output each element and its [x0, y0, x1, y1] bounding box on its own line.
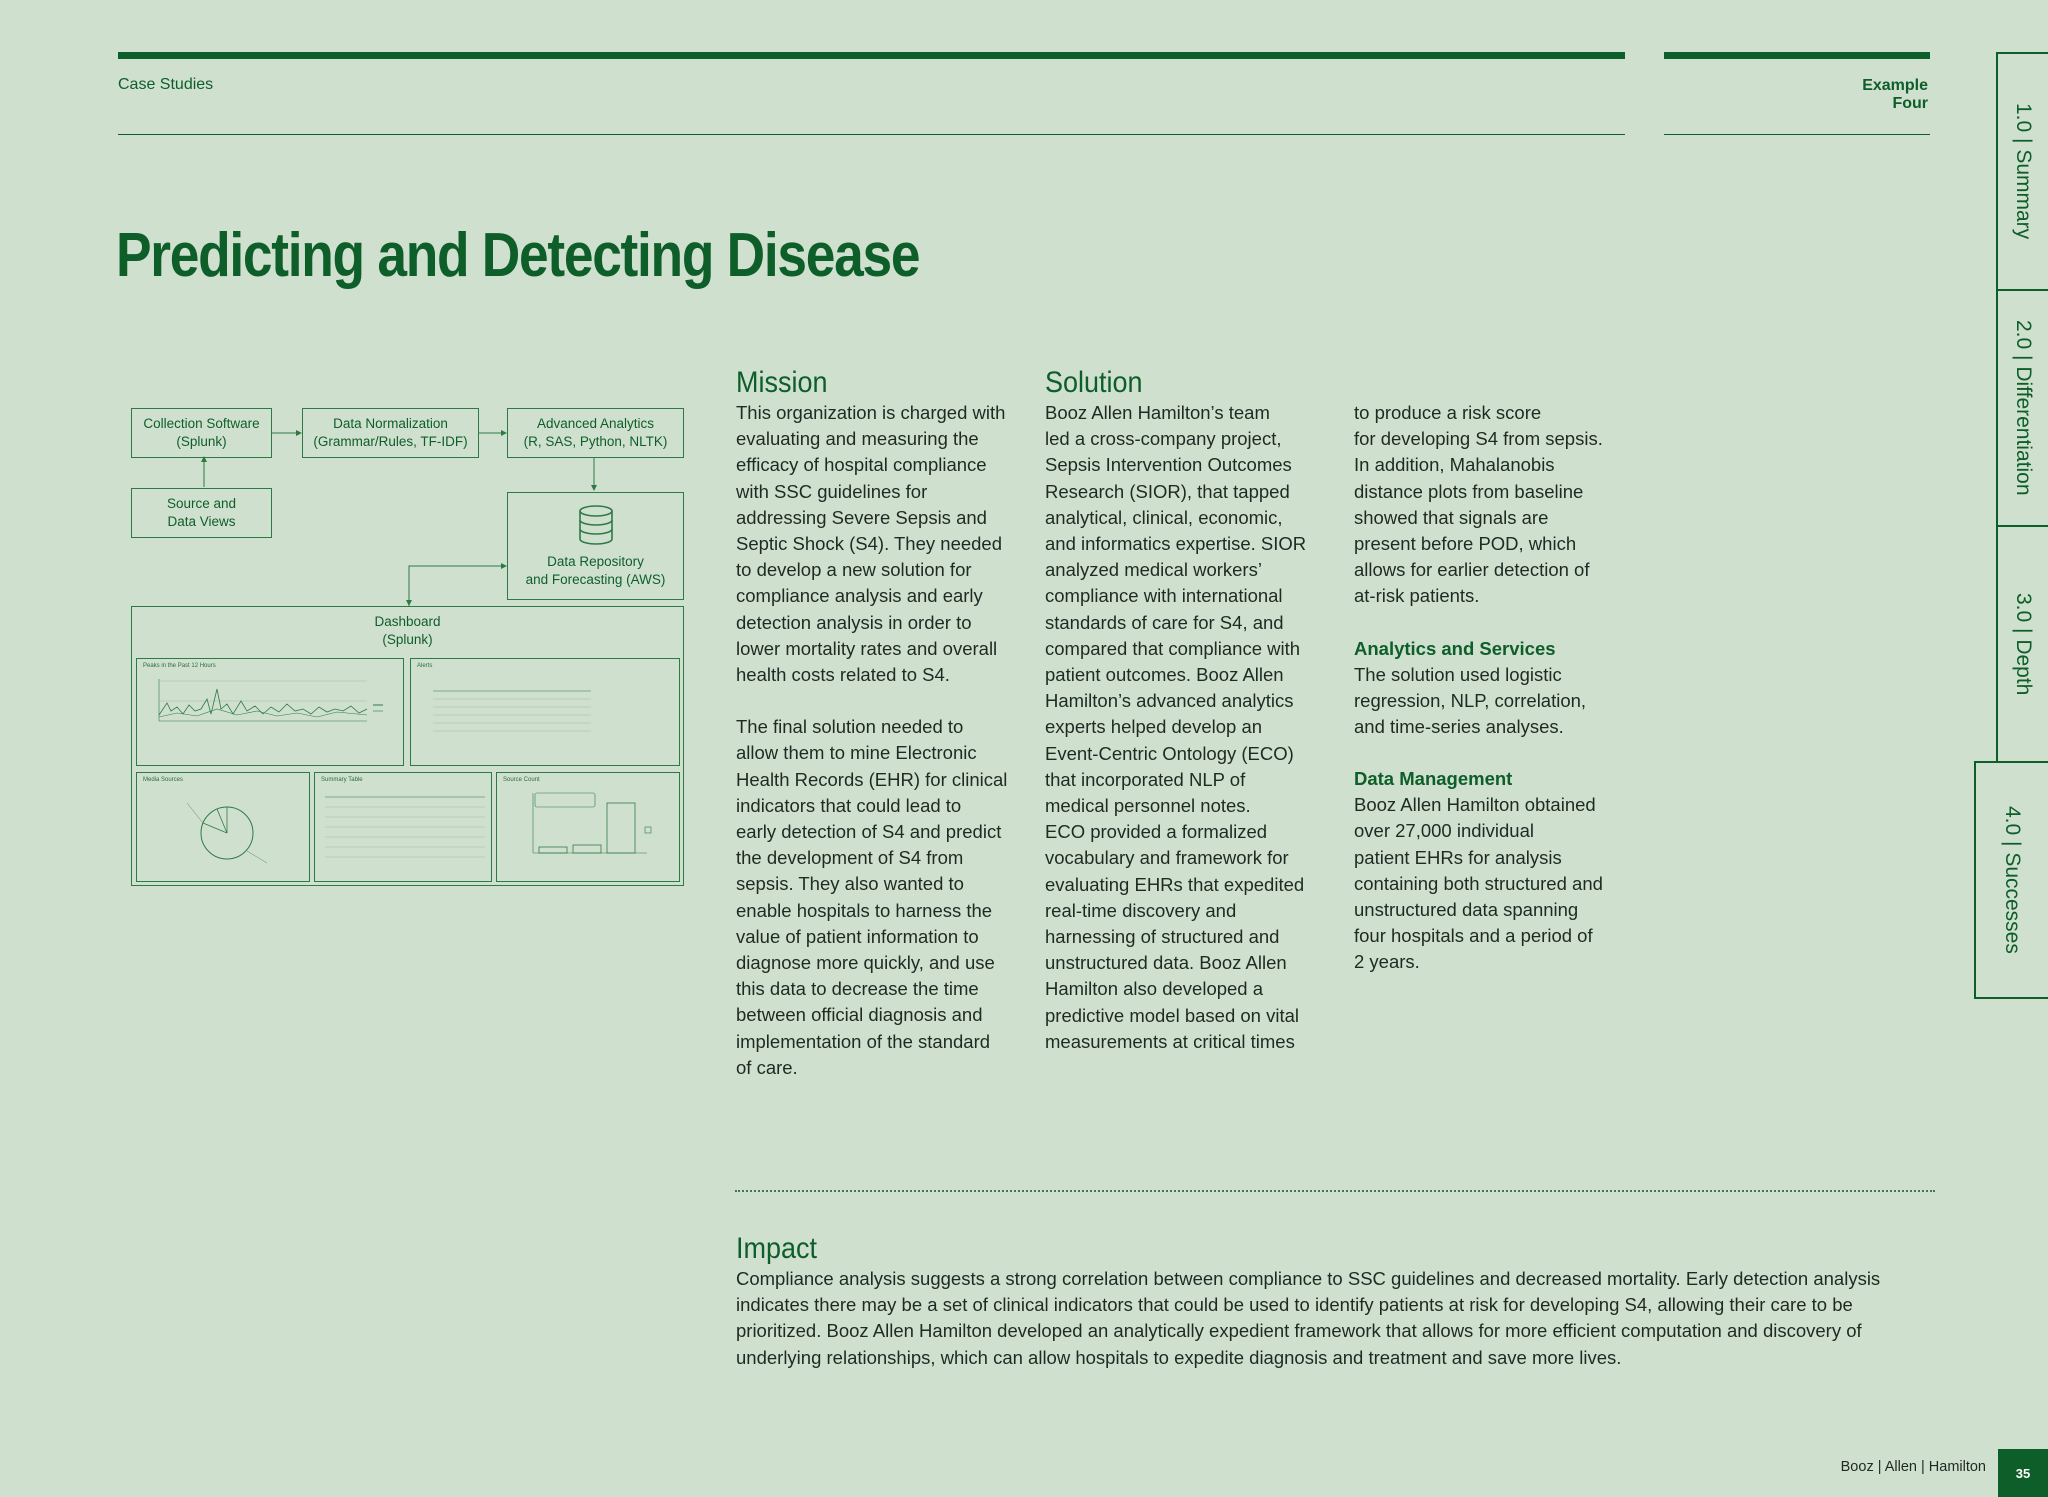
page-title: Predicting and Detecting Disease: [116, 221, 920, 290]
data-repository-box: [507, 492, 684, 600]
continuation-paragraph: to produce a risk score for developing S4 from sepsis. In addition, Mahalanobis distance plots from baseline showed that signals are present before POD, which allows for earlier detection of at-risk patients.: [1354, 402, 1603, 607]
source-data-views-box: Source and Data Views: [131, 488, 272, 538]
architecture-diagram: [128, 400, 688, 890]
header-thin-rule-left: [118, 134, 1625, 135]
impact-text: Compliance analysis suggests a strong correlation between compliance to SSC guidelines and decreased mortality. Early detection analysis indicates there may be a set of clinical indicators that could be used to identify patients at risk for developing S4, allowing their care to be prioritized. Booz Allen Hamilton developed an analytically expedient framework that allows for more efficient computation and discovery of underlying relationships, which can allow hospitals to expedite diagnosis and treatment and save more lives.: [736, 1268, 1881, 1368]
solution-heading: Solution: [1045, 366, 1143, 399]
dashboard-label: Dashboard (Splunk): [374, 614, 441, 647]
data-normalization-box: Data Normalization (Grammar/Rules, TF-IDF): [302, 408, 479, 458]
summary-table-title: Summary Table: [321, 777, 363, 783]
tab-depth-label: 3.0 | Depth: [2012, 592, 2035, 696]
header-rule-left: [118, 52, 1625, 59]
alerts-table: [411, 659, 681, 767]
solution-paragraph: Booz Allen Hamilton’s team led a cross-company project, Sepsis Intervention Outcomes Research (SIOR), that tapped analytical, clinical, economic, and informatics expertise. SIOR analyzed medical workers’ compliance with international standards of care for S4, and compared that compliance with patient outcomes. Booz Allen Hamilton’s advanced analytics experts helped develop an Event-Centric Ontology (ECO) that incorporated NLP of medical personnel notes. ECO provided a formalized vocabulary and framework for evaluating EHRs that expedited real-time discovery and harnessing of structured and unstructured data. Booz Allen Hamilton also developed a predictive model based on vital measurements at critical times: [1045, 402, 1307, 1052]
analytics-text: The solution used logistic regression, NLP, correlation, and time-series analyses.: [1354, 663, 1587, 738]
impact-section: [736, 1232, 1936, 1371]
tab-differentiation[interactable]: [1996, 289, 2048, 525]
data-management-text: Booz Allen Hamilton obtained over 27,000 individual patient EHRs for analysis containing both structured and unstructured data spanning four hospitals and a period of 2 years.: [1354, 794, 1603, 973]
summary-table: [315, 773, 493, 883]
peaks-panel-title: Peaks in the Past 12 Hours: [143, 663, 216, 669]
tab-successes-label: 4.0 | Successes: [2001, 806, 2024, 954]
media-sources-title: Media Sources: [143, 777, 184, 783]
media-pie-chart: [137, 773, 311, 883]
mission-paragraph-2: The final solution needed to allow them to mine Electronic Health Records (EHR) for clinical indicators that could lead to early detection of S4 and predict the development of S4 from sepsis. They also wanted to enable hospitals to harness the value of patient information to diagnose more quickly, and use this data to decrease the time between official diagnosis and implementation of the standard of care.: [736, 716, 1008, 1078]
data-repository-label: Data Repository and Forecasting (AWS): [525, 554, 666, 587]
tab-differentiation-label: 2.0 | Differentiation: [2012, 320, 2035, 496]
peaks-line-chart: [137, 659, 405, 767]
advanced-analytics-box: Advanced Analytics (R, SAS, Python, NLTK): [507, 408, 684, 458]
header-rule-right: [1664, 52, 1930, 59]
source-count-panel: [496, 772, 680, 882]
mission-column: [736, 366, 1036, 1081]
header-thin-rule-right: [1664, 134, 1930, 135]
alerts-panel-title: Alerts: [417, 663, 433, 669]
database-icon: [578, 505, 614, 545]
impact-heading: Impact: [736, 1232, 818, 1265]
source-count-title: Source Count: [503, 777, 540, 783]
mission-heading: Mission: [736, 366, 828, 399]
summary-table-panel: [314, 772, 492, 882]
example-label: Example Four: [1862, 77, 1928, 112]
solution-column: [1045, 366, 1345, 1055]
tab-depth[interactable]: [1996, 525, 2048, 761]
peaks-panel: [136, 658, 404, 766]
tab-successes[interactable]: [1974, 761, 2048, 999]
source-count-bar-chart: [497, 773, 681, 883]
data-management-heading: Data Management: [1354, 768, 1513, 790]
collection-software-box: Collection Software (Splunk): [131, 408, 272, 458]
tab-summary-label: 1.0 | Summary: [2012, 103, 2035, 240]
section-label: Case Studies: [118, 76, 214, 93]
page-number: 35: [1998, 1449, 2048, 1497]
mission-paragraph-1: This organization is charged with evaluating and measuring the efficacy of hospital compliance with SSC guidelines for addressing Severe Sepsis and Septic Shock (S4). They needed to develop a new solution for compliance analysis and early detection analysis in order to lower mortality rates and overall health costs related to S4.: [736, 402, 1006, 686]
continuation-column: [1354, 400, 1654, 976]
tab-summary[interactable]: [1996, 52, 2048, 289]
analytics-heading: Analytics and Services: [1354, 637, 1556, 659]
impact-divider: [735, 1190, 1935, 1192]
alerts-panel: [410, 658, 680, 766]
media-sources-panel: [136, 772, 310, 882]
footer-brand: Booz | Allen | Hamilton: [1840, 1459, 1986, 1475]
